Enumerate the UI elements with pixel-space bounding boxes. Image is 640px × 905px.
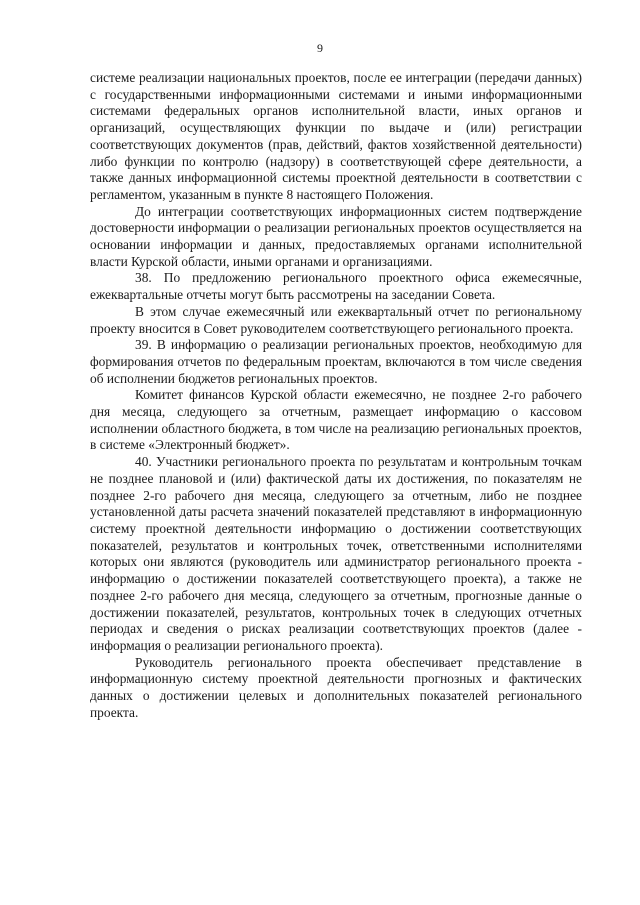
document-body: [90, 70, 582, 721]
paragraph-continuation: системе реализации национальных проектов, после ее интеграции (передачи данных) с государственными информационными системами и иными информационными системами федеральных органов исполнительной власти, иных органов и организаций, осуществляющих функции по выдаче и (или) регистрации соответствующих документов (прав, действий, фактов хозяйственной деятельности) либо функции по контролю (надзору) в соответствующей сфере деятельности, а также данных информационной системы проектной деятельности в соответствии с регламентом, указанным в пункте 8 настоящего Положения.: [90, 70, 582, 202]
paragraph-item-38-case: В этом случае ежемесячный или ежеквартальный отчет по региональному проекту вносится в Совет руководителем соответствующего регионального проекта.: [90, 303, 582, 336]
paragraph-item-40: 40. Участники регионального проекта по результатам и контрольным точкам не позднее плановой и (или) фактической даты их достижения, по показателям не позднее 2-го рабочего дня месяца, следующего за отчетным, либо не позднее установленной даты расчета значений показателей представляют в информационную систему проектной деятельности информацию о достижении соответствующих показателей, результатов и контрольных точек, ответственными исполнителями которых они являются (руководитель или администратор регионального проекта - информацию о достижении показателей соответствующего проекта), а также не позднее 2-го рабочего дня месяца, следующего за отчетным, прогнозные данные о достижении показателей, результатов, контрольных точек в следующих отчетных периодах и сведения о рисках реализации соответствующих проектов (далее - информация о реализации регионального проекта).: [90, 454, 582, 653]
paragraph-integration: До интеграции соответствующих информационных систем подтверждение достоверности информации о реализации региональных проектов осуществляется на основании информации и данных, предоставляемых органами исполнительной власти Курской области, иными органами и организациями.: [90, 203, 582, 269]
page-number: 9: [317, 41, 323, 55]
paragraph-item-38: 38. По предложению регионального проектного офиса ежемесячные, ежеквартальные отчеты могут быть рассмотрены на заседании Совета.: [90, 270, 582, 303]
paragraph-item-39: 39. В информацию о реализации региональных проектов, необходимую для формирования отчетов по федеральным проектам, включаются в том числе сведения об исполнении бюджетов региональных проектов.: [90, 337, 582, 386]
paragraph-project-head: Руководитель регионального проекта обеспечивает представление в информационную систему проектной деятельности прогнозных и фактических данных о достижении целевых и дополнительных показателей регионального проекта.: [90, 654, 582, 720]
paragraph-finance-committee: Комитет финансов Курской области ежемесячно, не позднее 2-го рабочего дня месяца, следующего за отчетным, размещает информацию о кассовом исполнении областного бюджета, в том числе на реализацию региональных проектов, в системе «Электронный бюджет».: [90, 387, 582, 453]
